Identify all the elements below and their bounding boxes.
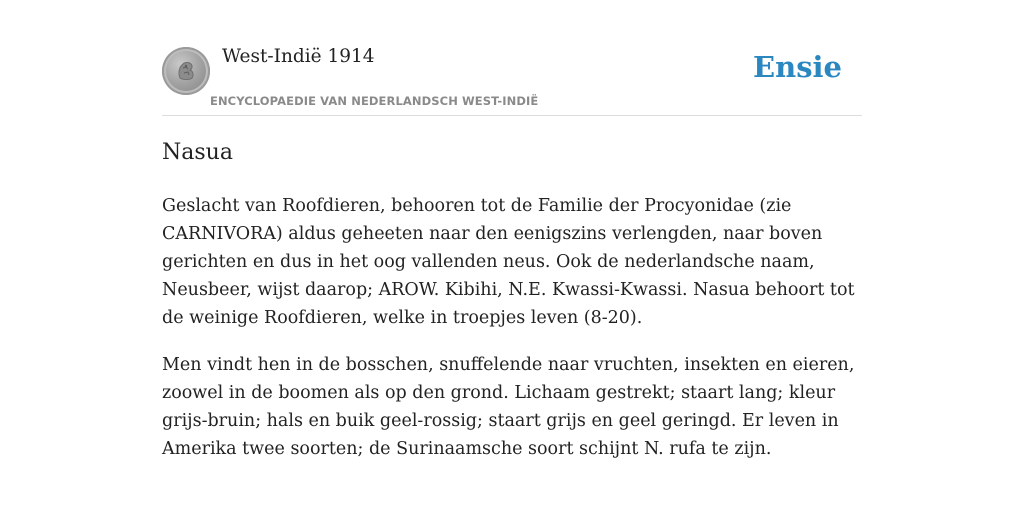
lion-emblem-icon xyxy=(174,58,198,84)
entry-content xyxy=(162,192,862,482)
entry-paragraph: Geslacht van Roofdieren, behooren tot de Familie der Procyonidae (zie CARNIVORA) aldus geheeten naar den eenigszins verlengden, naar boven gerichten en dus in het oog vallenden neus. Ook de nederlandsche naam, Neusbeer, wijst daarop; AROW. Kibihi, N.E. Kwassi-Kwassi. Nasua behoort tot de weinige Roofdieren, welke in troepjes leven (8-20). xyxy=(162,196,855,328)
coin-icon[interactable] xyxy=(162,47,210,95)
source-title[interactable]: West-Indië 1914 xyxy=(222,46,375,67)
site-header xyxy=(162,40,862,116)
source-subtitle: ENCYCLOPAEDIE VAN NEDERLANDSCH WEST-INDIË xyxy=(210,94,539,108)
brand-logo[interactable]: Ensie xyxy=(753,50,842,84)
entry-paragraph: Men vindt hen in de bosschen, snuffelende naar vruchten, insekten en eieren, zoowel in de boomen als op den grond. Lichaam gestrekt; staart lang; kleur grijs-bruin; hals en buik geel-rossig; staart grijs en geel geringd. Er leven in Amerika twee soorten; de Surinaamsche soort schijnt N. rufa te zijn. xyxy=(162,355,855,459)
entry-title: Nasua xyxy=(162,140,233,165)
